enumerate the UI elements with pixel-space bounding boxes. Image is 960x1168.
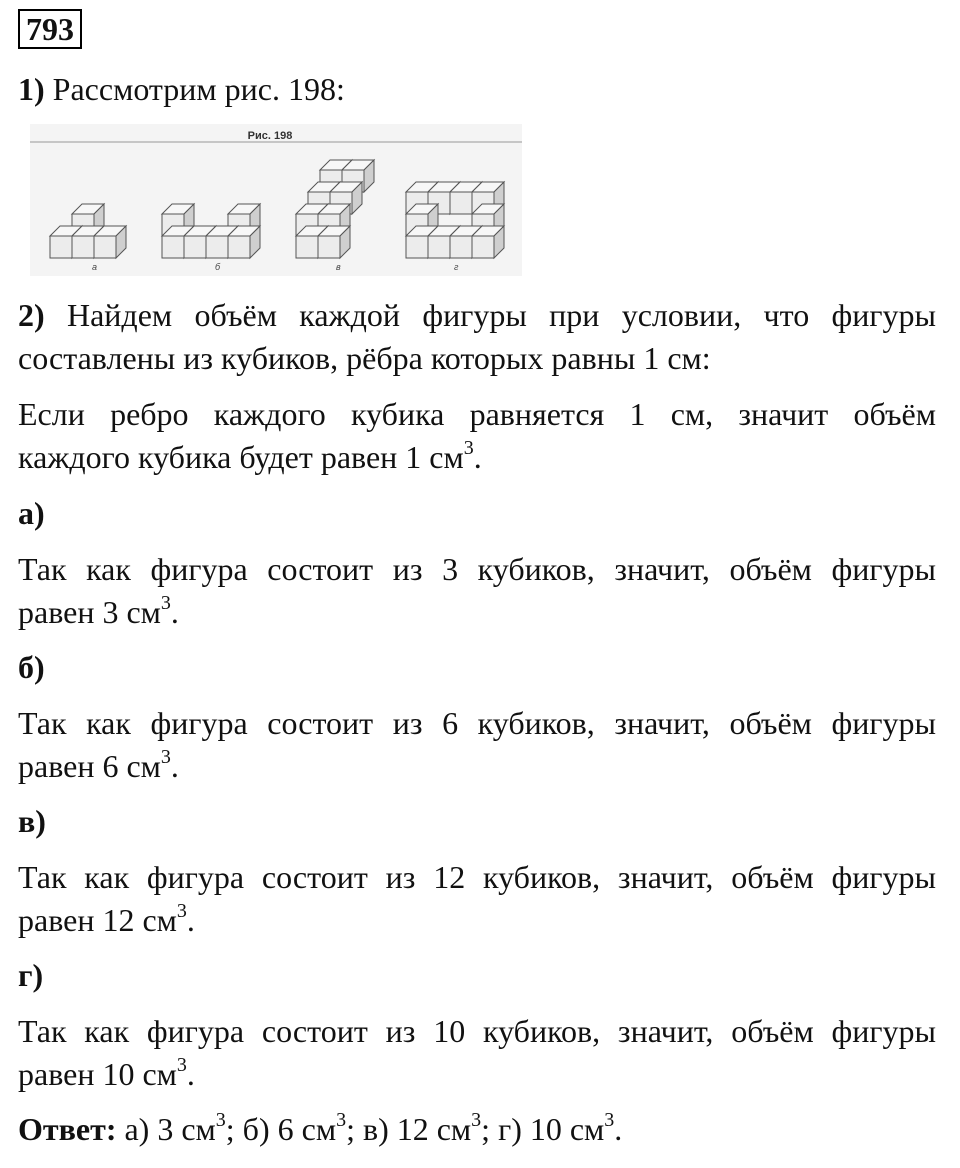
answer-a-sup: 3	[215, 1109, 226, 1132]
step-2-line-2: составлены из кубиков, рёбра которых равны 1 см:	[18, 340, 711, 376]
part-a-line-2	[18, 591, 936, 634]
intro-text: каждого кубика будет равен 1 см	[18, 439, 464, 475]
part-b-label: б)	[18, 649, 45, 685]
part-a-line-1: Так как фигура состоит из 3 кубиков, значит, объём фигуры	[18, 551, 936, 587]
figure-label-v: в	[336, 262, 341, 272]
part-b-line-2	[18, 745, 936, 788]
figure-198-drawing	[30, 124, 522, 276]
figure-title: Рис. 198	[247, 130, 293, 142]
step-1-text: Рассмотрим рис. 198:	[44, 71, 345, 107]
part-b-tail: .	[170, 748, 179, 784]
step-2-line-1	[18, 294, 936, 337]
intro-sup: 3	[463, 437, 474, 460]
part-b-text: равен 6 см	[18, 748, 161, 784]
answer-a-sep: ;	[225, 1111, 235, 1147]
part-v-tail: .	[186, 902, 195, 938]
answer-line	[18, 1108, 936, 1151]
part-b-sup: 3	[160, 746, 171, 769]
part-g-sup: 3	[176, 1054, 187, 1077]
cube-g-2-3	[472, 226, 504, 258]
answer-b: б) 6 см	[234, 1111, 337, 1147]
answer-v: в) 12 см	[354, 1111, 472, 1147]
step-2-label: 2)	[18, 297, 45, 333]
figure-198	[30, 124, 522, 276]
part-a-label: а)	[18, 495, 45, 531]
part-a-text: равен 3 см	[18, 594, 161, 630]
answer-b-sep: ;	[346, 1111, 355, 1147]
answer-v-sep: ;	[481, 1111, 491, 1147]
part-v-label: в)	[18, 803, 46, 839]
part-g-tail: .	[186, 1056, 195, 1092]
answer-v-sup: 3	[471, 1109, 482, 1132]
step-1	[18, 68, 936, 111]
part-v-line-2	[18, 899, 936, 942]
cube-v-2	[318, 226, 350, 258]
answer-g: г) 10 см	[490, 1111, 605, 1147]
part-b-line-1: Так как фигура состоит из 6 кубиков, значит, объём фигуры	[18, 705, 936, 741]
intro-line-1: Если ребро каждого кубика равняется 1 см, значит объём	[18, 396, 936, 432]
part-g-text: равен 10 см	[18, 1056, 177, 1092]
figure-label-g: г	[454, 262, 459, 272]
step-1-label: 1)	[18, 71, 45, 107]
part-v-line-1: Так как фигура состоит из 12 кубиков, значит, объём фигуры	[18, 859, 936, 895]
figure-label-b: б	[215, 262, 221, 272]
answer-g-sep: .	[614, 1111, 623, 1147]
part-g-line-1: Так как фигура состоит из 10 кубиков, значит, объём фигуры	[18, 1013, 936, 1049]
figure-label-a: а	[92, 262, 98, 272]
part-g-label: г)	[18, 957, 44, 993]
answer-b-sup: 3	[336, 1109, 347, 1132]
part-a-tail: .	[170, 594, 179, 630]
step-2-text: Найдем объём каждой фигуры при условии, что фигуры	[44, 297, 936, 333]
intro-line-2	[18, 436, 936, 479]
answer-label: Ответ:	[18, 1111, 117, 1147]
answer-g-sup: 3	[604, 1109, 615, 1132]
part-g-line-2	[18, 1053, 936, 1096]
part-v-text: равен 12 см	[18, 902, 177, 938]
intro-tail: .	[473, 439, 482, 475]
answer-a: а) 3 см	[116, 1111, 216, 1147]
problem-number: 793	[18, 9, 82, 49]
cube-a-3	[94, 226, 126, 258]
part-a-sup: 3	[160, 592, 171, 615]
part-v-sup: 3	[176, 900, 187, 923]
cube-b-4	[228, 226, 260, 258]
